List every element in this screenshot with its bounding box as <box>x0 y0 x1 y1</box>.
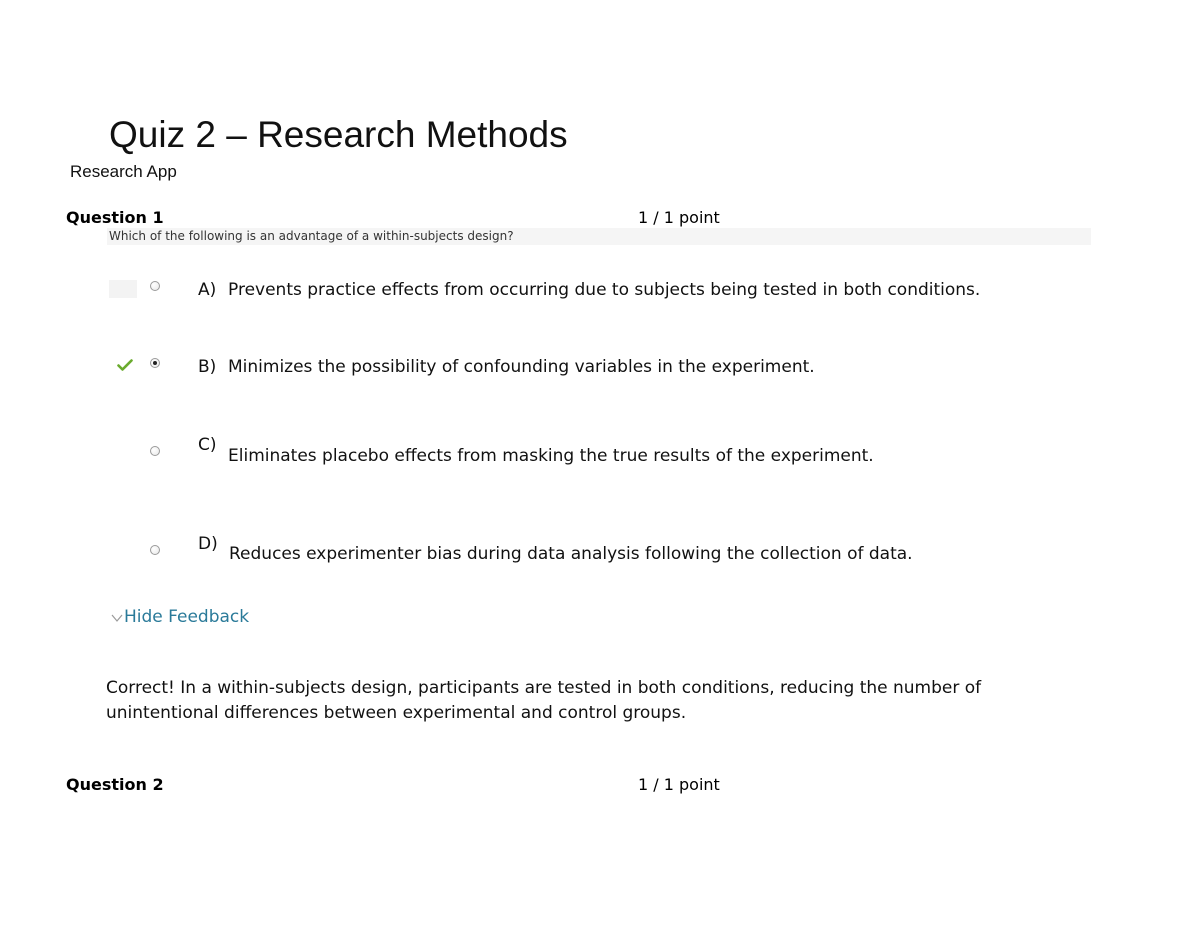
question-1-heading: Question 1 <box>66 208 164 227</box>
option-c-radio[interactable] <box>150 446 160 456</box>
option-b-radio[interactable] <box>150 358 160 368</box>
option-a-marker-placeholder <box>109 280 137 298</box>
option-d-text: Reduces experimenter bias during data analysis following the collection of data. <box>229 544 913 564</box>
chevron-down-icon <box>110 608 124 620</box>
question-2-points: 1 / 1 point <box>638 775 720 794</box>
option-a-text: Prevents practice effects from occurring due to subjects being tested in both conditions. <box>228 280 981 300</box>
option-c-letter: C) <box>198 435 217 455</box>
option-d-letter: D) <box>198 534 218 554</box>
option-b-letter: B) <box>198 357 217 377</box>
option-b-text: Minimizes the possibility of confounding variables in the experiment. <box>228 357 815 377</box>
question-2-heading: Question 2 <box>66 775 164 794</box>
feedback-text: Correct! In a within-subjects design, participants are tested in both conditions, reducing the number of unintentional differences between experimental and control groups. <box>106 678 982 723</box>
option-a-radio[interactable] <box>150 281 160 291</box>
check-icon <box>117 357 133 371</box>
hide-feedback-label: Hide Feedback <box>124 607 250 627</box>
question-1-points: 1 / 1 point <box>638 208 720 227</box>
hide-feedback-link[interactable] <box>110 606 249 628</box>
option-c-text: Eliminates placebo effects from masking the true results of the experiment. <box>228 446 874 466</box>
page-subtitle: Research App <box>70 162 177 181</box>
question-1-prompt: Which of the following is an advantage of a within-subjects design? <box>109 229 514 243</box>
option-d-radio[interactable] <box>150 545 160 555</box>
page-title: Quiz 2 – Research Methods <box>109 114 568 155</box>
option-a-letter: A) <box>198 280 217 300</box>
